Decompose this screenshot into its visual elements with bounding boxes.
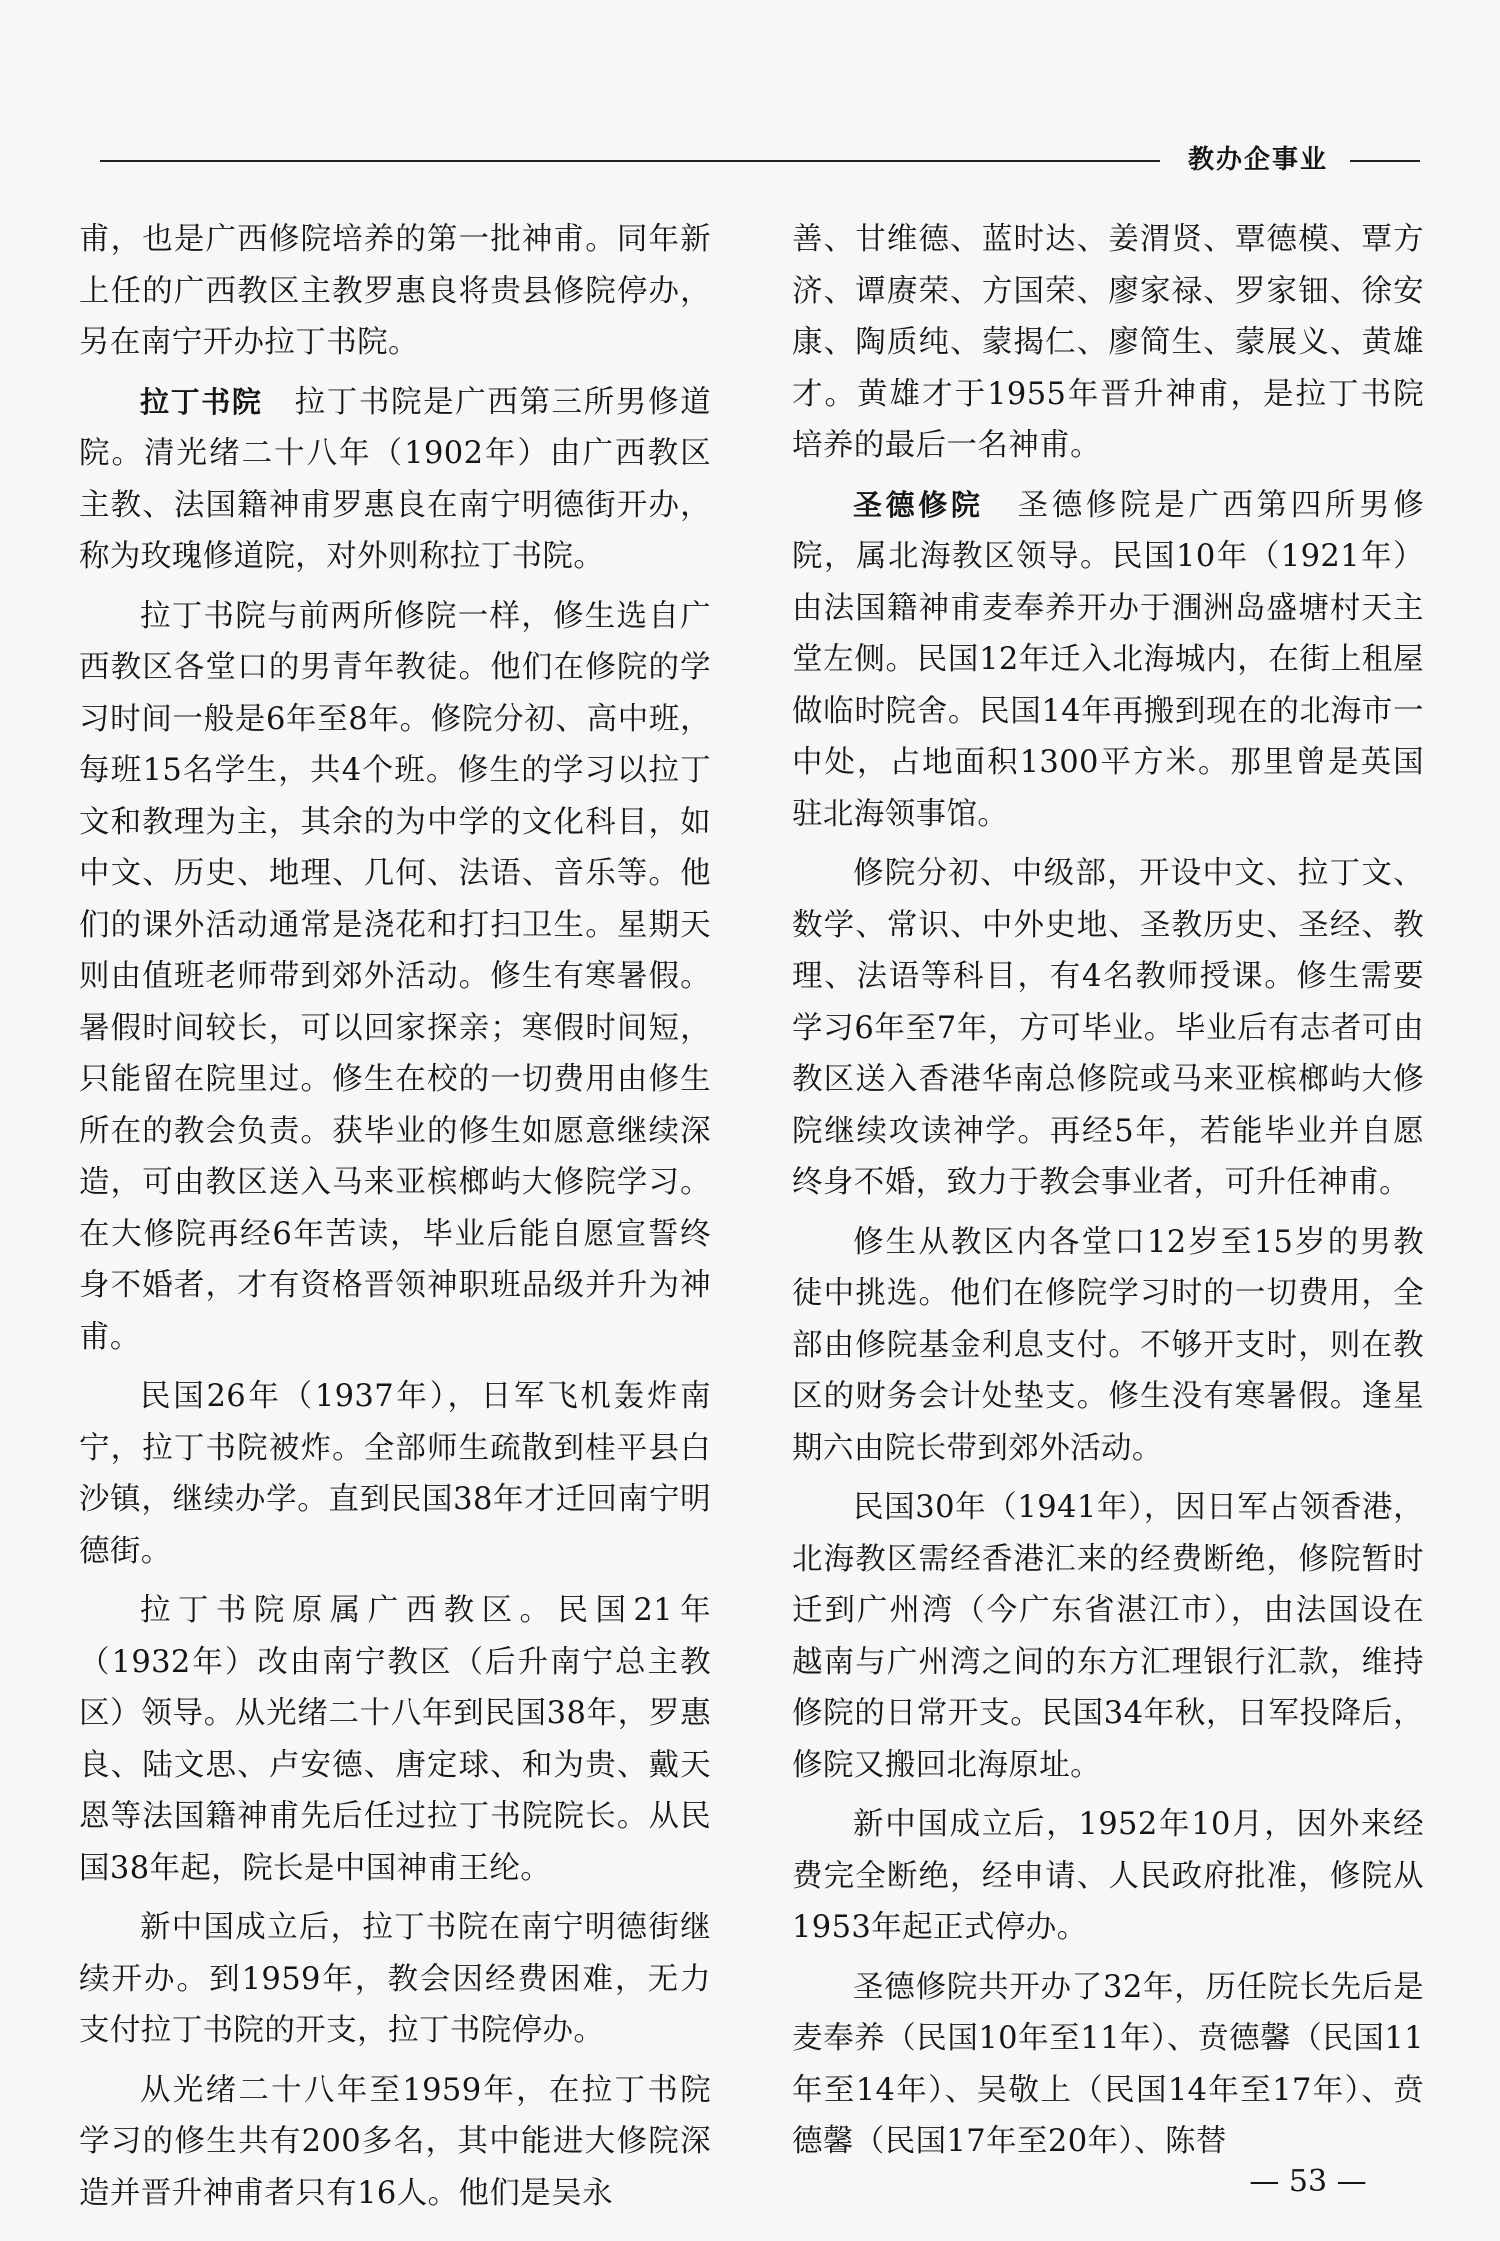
paragraph: 拉丁书院与前两所修院一样，修生选自广西教区各堂口的男青年教徒。他们在修院的学习时间一般是6年至8年。修院分初、高中班，每班15名学生，共4个班。修生的学习以拉丁文和教理为主，其余的为中学的文化科目，如中文、历史、地理、几何、法语、音乐等。他们的课外活动通常是浇花和打扫卫生。星期天则由值班老师带到郊外活动。修生有寒暑假。暑假时间较长，可以回家探亲；寒假时间短，只能留在院里过。修生在校的一切费用由修生所在的教会负责。获毕业的修生如愿意继续深造，可由教区送入马来亚槟榔屿大修院学习。在大修院再经6年苦读，毕业后能自愿宣誓终身不婚者，才有资格晋领神职班品级并升为神甫。 — [79, 598, 711, 1355]
right-column — [792, 214, 1424, 2176]
header-rule-right — [1350, 160, 1420, 162]
paragraph: 民国30年（1941年），因日军占领香港，北海教区需经香港汇来的经费断绝，修院暂时迁到广州湾（今广东省湛江市），由法国设在越南与广州湾之间的东方汇理银行汇款，维持修院的日常开支。民国34年秋，日军投降后，修院又搬回北海原址。 — [792, 1490, 1424, 1783]
page-number: — 53 — — [1249, 2164, 1367, 2199]
paragraph: 拉丁书院原属广西教区。民国21年（1932年）改由南宁教区（后升南宁总主教区）领导。从光绪二十八年到民国38年，罗惠良、陆文思、卢安德、唐定球、和为贵、戴天恩等法国籍神甫先后任过拉丁书院院长。从民国38年起，院长是中国神甫王纶。 — [79, 1593, 711, 1886]
section-title: 拉丁书院 — [140, 384, 263, 419]
section-text: 拉丁书院是广西第三所男修道院。清光绪二十八年（1902年）由广西教区主教、法国籍神甫罗惠良在南宁明德街开办，称为玫瑰修道院，对外则称拉丁书院。 — [79, 384, 711, 574]
paragraph — [792, 480, 1424, 841]
paragraph: 圣德修院共开办了32年，历任院长先后是麦奉养（民国10年至11年）、贲德馨（民国11年至14年）、吴敬上（民国14年至17年）、贲德馨（民国17年至20年）、陈替 — [792, 1969, 1424, 2159]
paragraph: 善、甘维德、蓝时达、姜渭贤、覃德模、覃方济、谭赓荣、方国荣、廖家禄、罗家钿、徐安康、陶质纯、蒙揭仁、廖简生、蒙展义、黄雄才。黄雄才于1955年晋升神甫，是拉丁书院培养的最后一名神甫。 — [792, 222, 1424, 463]
left-column — [79, 214, 711, 2227]
paragraph: 甫，也是广西修院培养的第一批神甫。同年新上任的广西教区主教罗惠良将贵县修院停办，另在南宁开办拉丁书院。 — [79, 222, 711, 360]
paragraph: 民国26年（1937年），日军飞机轰炸南宁，拉丁书院被炸。全部师生疏散到桂平县白沙镇，继续办学。直到民国38年才迁回南宁明德街。 — [79, 1379, 711, 1569]
paragraph: 修院分初、中级部，开设中文、拉丁文、数学、常识、中外史地、圣教历史、圣经、教理、法语等科目，有4名教师授课。修生需要学习6年至7年，方可毕业。毕业后有志者可由教区送入香港华南总修院或马来亚槟榔屿大修院继续攻读神学。再经5年，若能毕业并自愿终身不婚，致力于教会事业者，可升任神甫。 — [792, 856, 1424, 1200]
section-text: 圣德修院是广西第四所男修院，属北海教区领导。民国10年（1921年）由法国籍神甫麦奉养开办于涠洲岛盛塘村天主堂左侧。民国12年迁入北海城内，在街上租屋做临时院舍。民国14年再搬到现在的北海市一中处，占地面积1300平方米。那里曾是英国驻北海领事馆。 — [792, 487, 1424, 832]
paragraph — [79, 377, 711, 583]
header-rule-left — [100, 160, 1160, 162]
section-title: 圣德修院 — [853, 487, 984, 522]
paragraph: 新中国成立后，1952年10月，因外来经费完全断绝，经申请、人民政府批准，修院从1953年起正式停办。 — [792, 1807, 1424, 1945]
paragraph: 修生从教区内各堂口12岁至15岁的男教徒中挑选。他们在修院学习时的一切费用，全部由修院基金利息支付。不够开支时，则在教区的财务会计处垫支。修生没有寒暑假。逢星期六由院长带到郊外活动。 — [792, 1224, 1424, 1466]
running-header-title: 教办企事业 — [1187, 145, 1328, 175]
paragraph: 从光绪二十八年至1959年，在拉丁书院学习的修生共有200多名，其中能进大修院深造并晋升神甫者只有16人。他们是吴永 — [79, 2072, 711, 2211]
paragraph: 新中国成立后，拉丁书院在南宁明德街继续开办。到1959年，教会因经费困难，无力支付拉丁书院的开支，拉丁书院停办。 — [79, 1910, 711, 2048]
